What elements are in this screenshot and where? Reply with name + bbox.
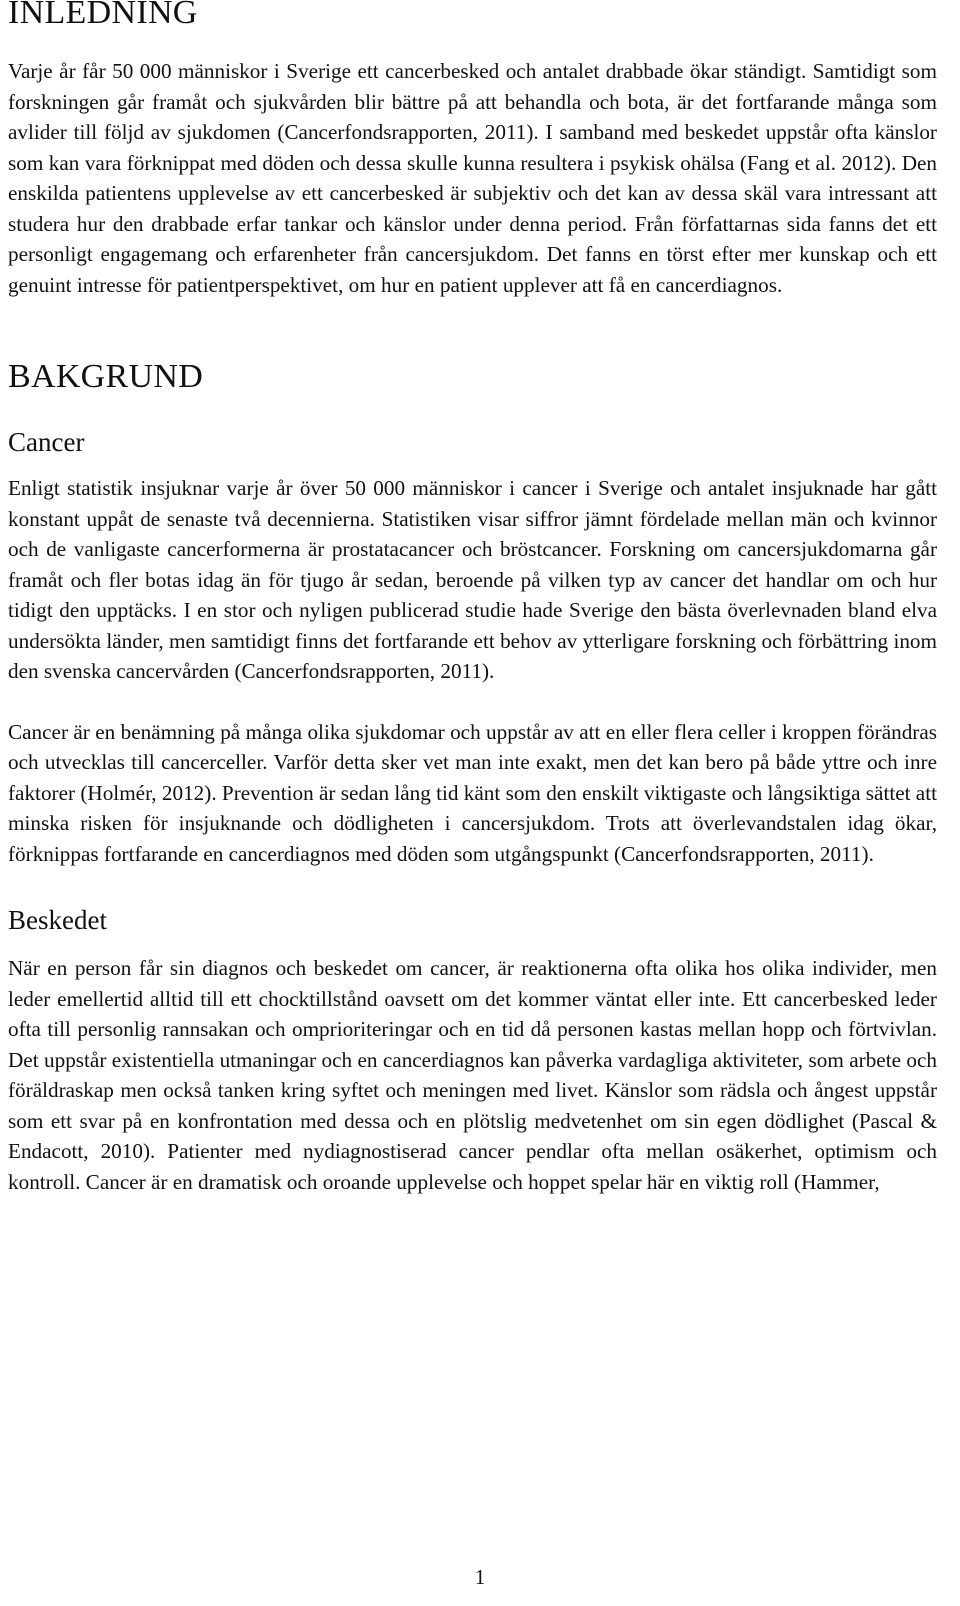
section-heading-inledning: INLEDNING	[8, 0, 198, 31]
subheading-cancer: Cancer	[8, 427, 85, 457]
page-number: 1	[474, 1565, 486, 1589]
section-heading-bakgrund: BAKGRUND	[8, 358, 204, 395]
cancer-paragraph-1: Enligt statistik insjuknar varje år över 50 000 människor i cancer i Sverige och antalet insjuknade har gått konstant uppåt de senaste två decennierna. Statistiken visar siffror jämnt fördelade mellan män och kvinnor och de vanligaste cancerformerna är prostatacancer och bröstcancer. Forskning om cancersjukdomarna går framåt och fler botas idag än för tjugo år sedan, beroende på vilken typ av cancer det handlar om och hur tidigt den upptäcks. I en stor och nyligen publicerad studie hade Sverige den bästa överlevnaden bland elva undersökta länder, men samtidigt finns det fortfarande ett behov av ytterligare forskning och förbättring inom den svenska cancervården (Cancerfondsrapporten, 2011).	[8, 476, 937, 683]
beskedet-paragraph: När en person får sin diagnos och beskedet om cancer, är reaktionerna ofta olika hos olika individer, men leder emellertid alltid till ett chocktillstånd oavsett om det kommer väntat eller inte. Ett cancerbesked leder ofta till personlig rannsakan och omprioriteringar och en tid då personen kastas mellan hopp och förtvivlan. Det uppstår existentiella utmaningar och en cancerdiagnos kan påverka vardagliga aktiviteter, som arbete och föräldraskap men också tanken kring syftet och meningen med livet. Känslor som rädsla och ångest uppstår som ett svar på en konfrontation med dessa och en plötslig medvetenhet om sin egen dödlighet (Pascal & Endacott, 2010). Patienter med nydiagnostiserad cancer pendlar ofta mellan osäkerhet, optimism och kontroll. Cancer är en dramatisk och oroande upplevelse och hoppet spelar här en viktig roll (Hammer,	[8, 956, 937, 1194]
subheading-beskedet: Beskedet	[8, 905, 107, 935]
cancer-paragraph-2: Cancer är en benämning på många olika sjukdomar och uppstår av att en eller flera celler i kroppen förändras och utvecklas till cancerceller. Varför detta sker vet man inte exakt, men det kan bero på både yttre och inre faktorer (Holmér, 2012). Prevention är sedan lång tid känt som den enskilt viktigaste och långsiktiga sättet att minska risken för insjuknande och dödligheten i cancersjukdom. Trots att överlevandstalen idag ökar, förknippas fortfarande en cancerdiagnos med döden som utgångspunkt (Cancerfondsrapporten, 2011).	[8, 719, 937, 866]
document-page	[8, 0, 937, 1197]
intro-paragraph: Varje år får 50 000 människor i Sverige ett cancerbesked och antalet drabbade ökar ständigt. Samtidigt som forskningen går framåt och sjukvården blir bättre på att behandla och bota, är det fortfarande många som avlider till följd av sjukdomen (Cancerfondsrapporten, 2011). I samband med beskedet uppstår ofta känslor som kan vara förknippat med döden och dessa skulle kunna resultera i psykisk ohälsa (Fang et al. 2012). Den enskilda patientens upplevelse av ett cancerbesked är subjektiv och det kan av dessa skäl vara intressant att studera hur den drabbade erfar tankar och känslor under denna period. Från författarnas sida fanns det ett personligt engagemang och erfarenheter från cancersjukdom. Det fanns en törst efter mer kunskap och ett genuint intresse för patientperspektivet, om hur en patient upplever att få en cancerdiagnos.	[8, 59, 937, 297]
